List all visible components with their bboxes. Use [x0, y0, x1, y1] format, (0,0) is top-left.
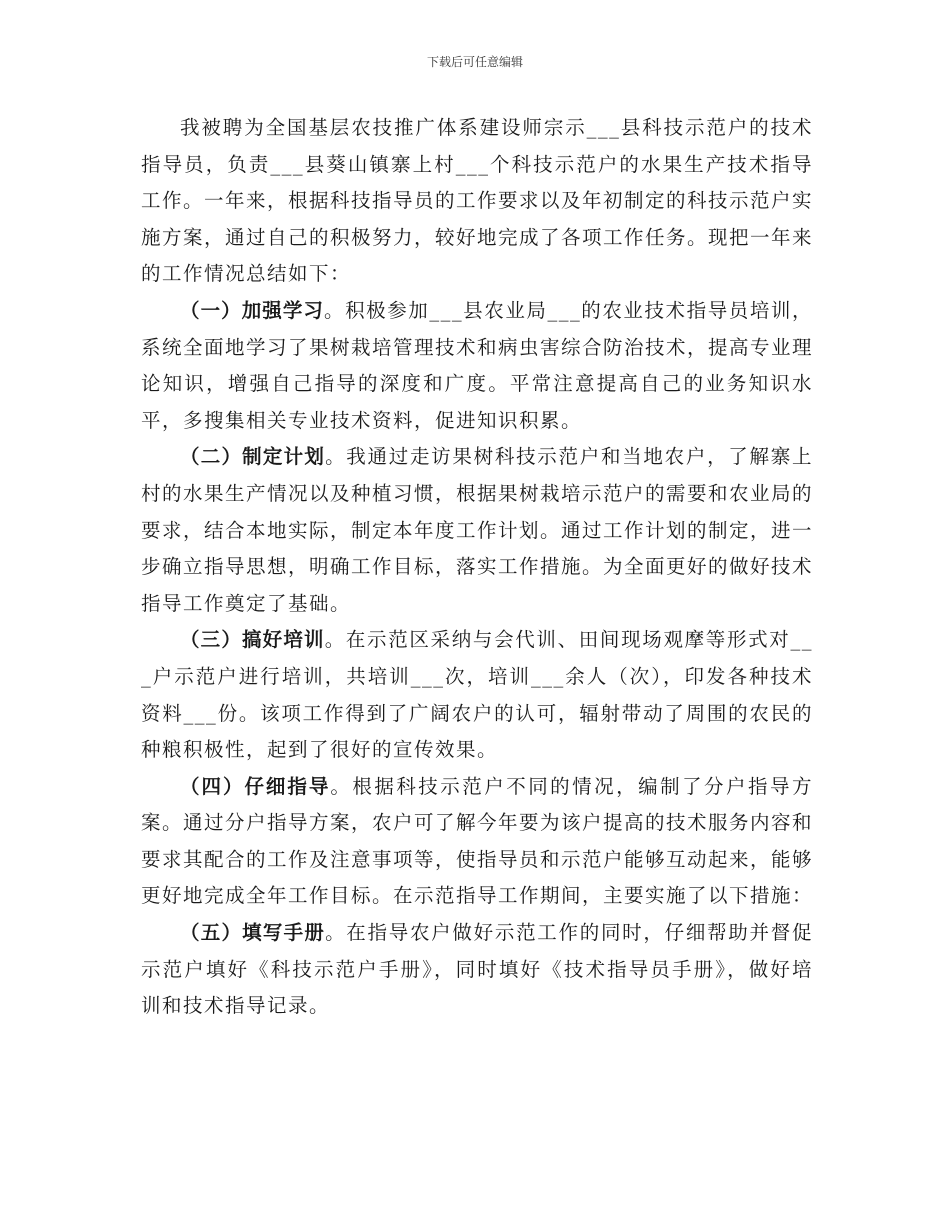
intro-paragraph-text: 我被聘为全国基层农技推广体系建设师宗示___县科技示范户的技术指导员，负责___县葵山镇寨上村___个科技示范户的水果生产技术指导工作。一年来，根据科技指导员的工作要求以及年初制定的科技示范户实施方案，通过自己的积极努力，较好地完成了各项工作任务。现把一年来的工作情况总结如下：	[141, 116, 814, 286]
page-header: 下载后可任意编辑	[426, 55, 523, 69]
section-paragraph-training	[141, 622, 813, 768]
section-heading-plan: （二）制定计划	[180, 445, 326, 469]
section-paragraph-guidance	[141, 769, 813, 915]
section-paragraph-manual	[141, 915, 813, 1025]
section-heading-guidance: （四）仔细指导	[180, 774, 331, 798]
document-body	[141, 110, 813, 1025]
section-body-manual: 。在指导农户做好示范工作的同时，仔细帮助并督促示范户填好《科技示范户手册》，同时填好《技术指导员手册》，做好培训和技术指导记录。	[141, 921, 813, 1018]
section-paragraph-plan	[141, 439, 813, 622]
section-paragraph-study	[141, 293, 813, 439]
section-heading-study: （一）加强学习	[180, 298, 324, 322]
section-heading-manual: （五）填写手册	[180, 921, 326, 945]
section-body-plan: 。我通过走访果树科技示范户和当地农户，了解寨上村的水果生产情况以及种植习惯，根据果树栽培示范户的需要和农业局的要求，结合本地实际，制定本年度工作计划。通过工作计划的制定，进一步确立指导思想，明确工作目标，落实工作措施。为全面更好的做好技术指导工作奠定了基础。	[141, 445, 814, 615]
section-body-study: 。积极参加___县农业局___的农业技术指导员培训，系统全面地学习了果树栽培管理技术和病虫害综合防治技术，提高专业理论知识，增强自己指导的深度和广度。平常注意提高自己的业务知识水平，多搜集相关专业技术资料，促进知识积累。	[141, 298, 814, 432]
section-body-training: 。在示范区采纳与会代训、田间现场观摩等形式对___户示范户进行培训，共培训___次，培训___余人（次），印发各种技术资料___份。该项工作得到了广阔农户的认可，辐射带动了周围的农民的种粮积极性，起到了很好的宣传效果。	[141, 628, 813, 762]
intro-paragraph	[141, 110, 813, 293]
section-heading-training: （三）搞好培训	[180, 628, 325, 652]
section-body-guidance: 。根据科技示范户不同的情况，编制了分户指导方案。通过分户指导方案，农户可了解今年要为该户提高的技术服务内容和要求其配合的工作及注意事项等，使指导员和示范户能够互动起来，能够更好地完成全年工作目标。在示范指导工作期间，主要实施了以下措施：	[141, 774, 814, 908]
